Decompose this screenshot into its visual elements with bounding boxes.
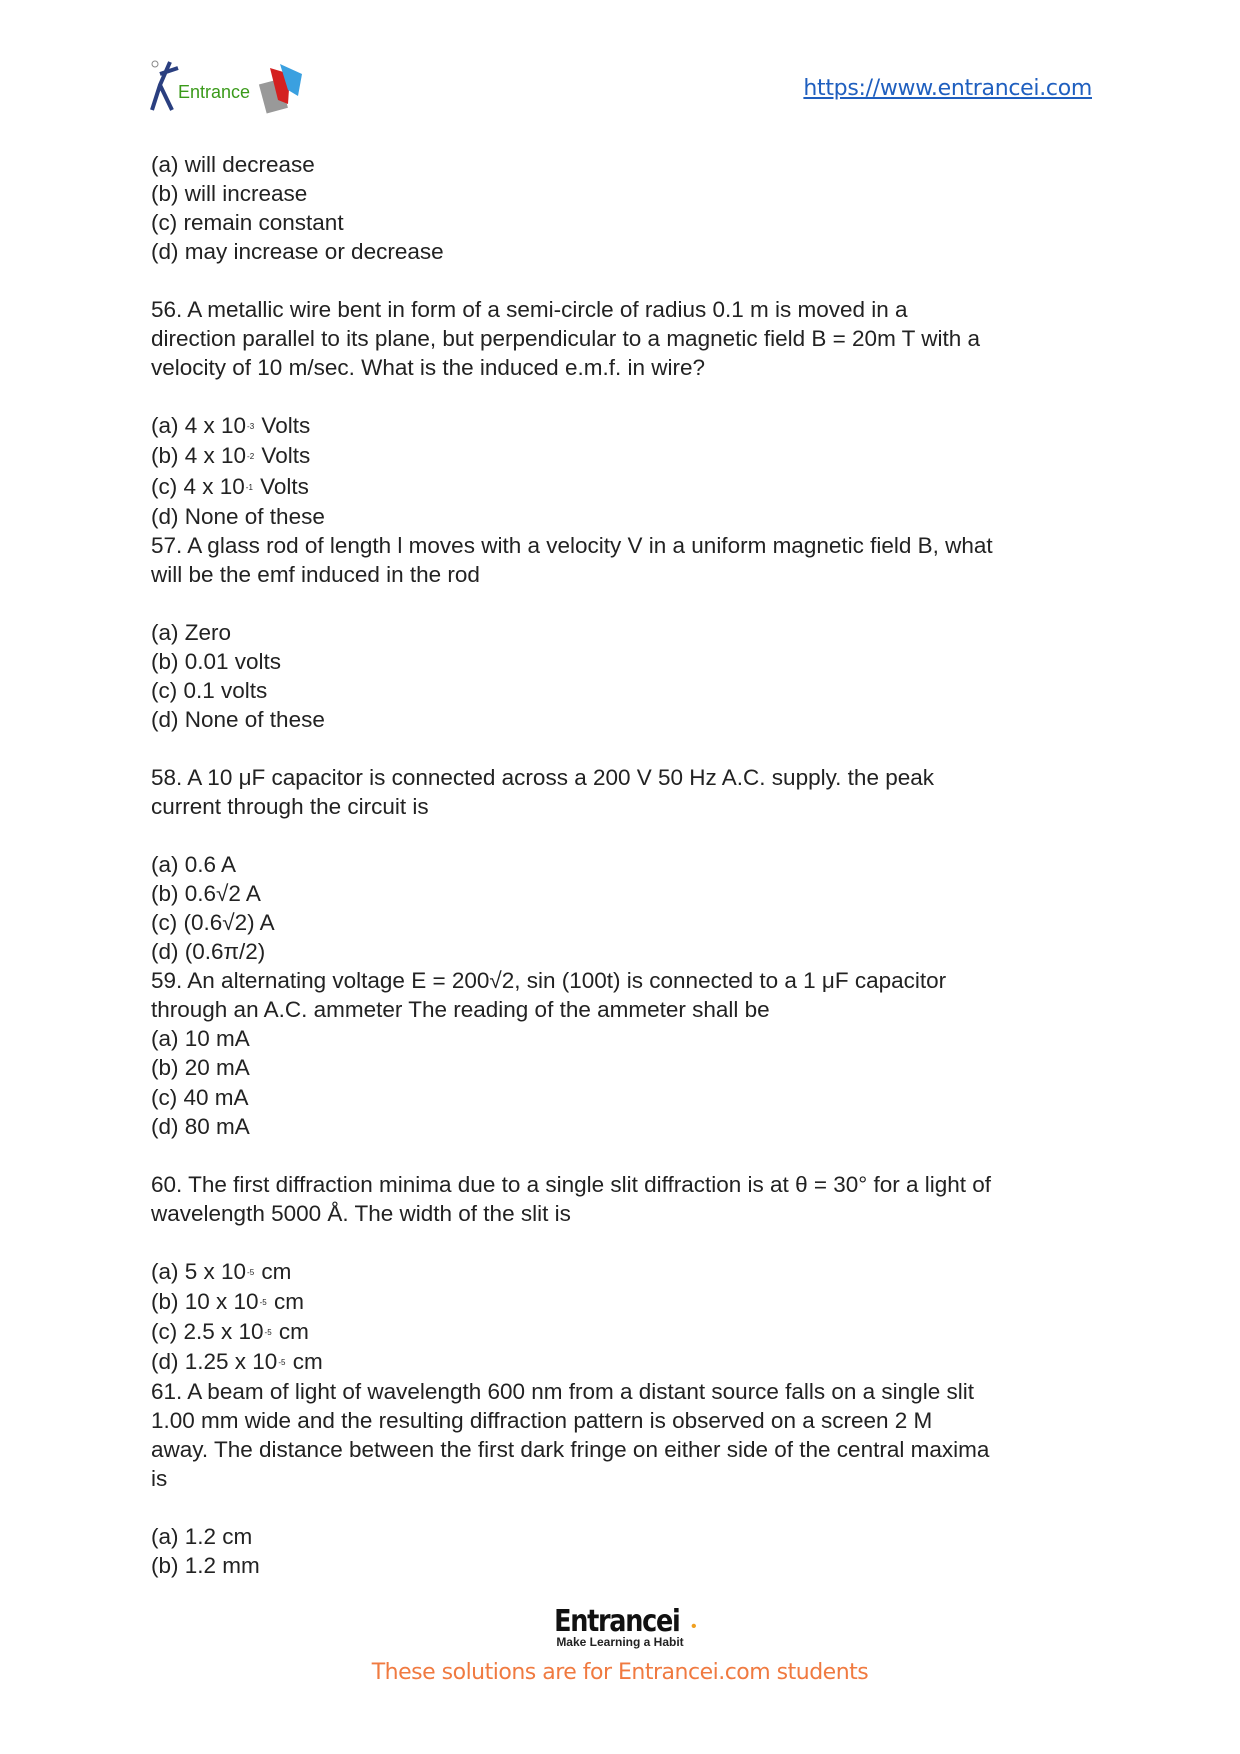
- exponent: -5: [259, 1297, 267, 1307]
- line-text: (a) 1.2 cm: [151, 1524, 253, 1550]
- line-text: (d) 1.25 x 10: [151, 1348, 278, 1374]
- question-content: [151, 150, 1111, 1580]
- line-text: (d) (0.6π/2): [151, 939, 266, 965]
- text-line: [151, 734, 1111, 763]
- line-text: current through the circuit is: [151, 794, 429, 820]
- text-line: [151, 382, 1111, 411]
- text-line: [151, 1551, 1111, 1580]
- line-text: (b) 4 x 10: [151, 443, 247, 469]
- line-text: 58. A 10 μF capacitor is connected across a 200 V 50 Hz A.C. supply. the peak: [151, 764, 934, 790]
- line-text: (c) 40 mA: [151, 1084, 249, 1110]
- text-line: [151, 1317, 1111, 1347]
- unit-text: cm: [272, 1318, 309, 1344]
- line-text: velocity of 10 m/sec. What is the induced e.m.f. in wire?: [151, 355, 705, 381]
- line-text: (b) will increase: [151, 181, 308, 207]
- line-text: (a) 4 x 10: [151, 413, 247, 439]
- line-text: (b) 0.6√2 A: [151, 881, 261, 907]
- line-text: (a) 10 mA: [151, 1026, 250, 1052]
- exponent: -2: [247, 452, 255, 462]
- text-line: [151, 150, 1111, 179]
- text-line: [151, 208, 1111, 237]
- footer-tagline: Make Learning a Habit: [556, 1635, 684, 1649]
- text-line: [151, 647, 1111, 676]
- text-line: [151, 1199, 1111, 1228]
- text-line: [151, 850, 1111, 879]
- text-line: [151, 1377, 1111, 1406]
- text-line: [151, 1522, 1111, 1551]
- text-line: [151, 179, 1111, 208]
- exponent: -5: [278, 1357, 286, 1367]
- text-line: [151, 792, 1111, 821]
- text-line: [151, 879, 1111, 908]
- line-text: is: [151, 1466, 168, 1492]
- text-line: [151, 1493, 1111, 1522]
- text-line: [151, 763, 1111, 792]
- footer-note: These solutions are for Entrancei.com students: [371, 1660, 869, 1685]
- line-text: direction parallel to its plane, but perpendicular to a magnetic field B = 20m T with a: [151, 326, 981, 352]
- text-line: [151, 1347, 1111, 1377]
- line-text: 61. A beam of light of wavelength 600 nm from a distant source falls on a single slit: [151, 1378, 974, 1404]
- text-line: [151, 1257, 1111, 1287]
- text-line: [151, 995, 1111, 1024]
- line-text: (b) 0.01 volts: [151, 648, 282, 674]
- line-text: (a) Zero: [151, 619, 232, 645]
- text-line: [151, 821, 1111, 850]
- line-text: (c) 4 x 10: [151, 473, 245, 499]
- line-text: (c) 0.1 volts: [151, 677, 268, 703]
- line-text: will be the emf induced in the rod: [151, 561, 480, 587]
- line-text: through an A.C. ammeter The reading of the ammeter shall be: [151, 997, 770, 1023]
- text-line: [151, 1464, 1111, 1493]
- exponent: -3: [247, 422, 255, 432]
- text-line: [151, 531, 1111, 560]
- text-line: [151, 1141, 1111, 1170]
- footer-brand: Entrancei: [554, 1604, 680, 1639]
- text-line: [151, 937, 1111, 966]
- text-line: [151, 237, 1111, 266]
- text-line: [151, 1406, 1111, 1435]
- line-text: (d) None of these: [151, 706, 325, 732]
- text-line: [151, 1228, 1111, 1257]
- line-text: (a) 5 x 10: [151, 1258, 247, 1284]
- line-text: (a) will decrease: [151, 152, 315, 177]
- text-line: [151, 705, 1111, 734]
- text-line: [151, 441, 1111, 471]
- text-line: [151, 1112, 1111, 1141]
- text-line: [151, 295, 1111, 324]
- unit-text: cm: [267, 1288, 304, 1314]
- line-text: (d) may increase or decrease: [151, 239, 444, 265]
- line-text: (a) 0.6 A: [151, 852, 237, 878]
- logo-text: Entrance: [178, 82, 251, 102]
- text-line: [151, 560, 1111, 589]
- text-line: [151, 502, 1111, 531]
- text-line: [151, 1083, 1111, 1112]
- line-text: 59. An alternating voltage E = 200√2, sin (100t) is connected to a 1 μF capacitor: [151, 968, 947, 994]
- text-line: [151, 472, 1111, 502]
- text-line: [151, 1287, 1111, 1317]
- line-text: 1.00 mm wide and the resulting diffraction pattern is observed on a screen 2 M: [151, 1408, 933, 1434]
- text-line: [151, 966, 1111, 995]
- text-line: [151, 618, 1111, 647]
- unit-text: cm: [255, 1258, 292, 1284]
- text-line: [151, 1170, 1111, 1199]
- text-line: [151, 676, 1111, 705]
- exponent: -5: [264, 1327, 272, 1337]
- text-line: [151, 411, 1111, 441]
- text-line: [151, 1435, 1111, 1464]
- line-text: 56. A metallic wire bent in form of a semi-circle of radius 0.1 m is moved in a: [151, 297, 908, 323]
- brand-dot-icon: •: [690, 1618, 697, 1635]
- line-text: (d) 80 mA: [151, 1113, 250, 1139]
- line-text: (c) 2.5 x 10: [151, 1318, 264, 1344]
- line-text: (c) remain constant: [151, 210, 344, 236]
- exponent: -5: [247, 1267, 255, 1277]
- unit-text: cm: [286, 1348, 323, 1374]
- unit-text: Volts: [255, 443, 311, 469]
- footer-logo: [0, 1604, 1240, 1649]
- text-line: [151, 1053, 1111, 1082]
- line-text: (c) (0.6√2) A: [151, 910, 275, 936]
- line-text: away. The distance between the first dark fringe on either side of the central maxima: [151, 1437, 990, 1463]
- exponent: -1: [245, 482, 253, 492]
- line-text: (d) None of these: [151, 503, 325, 529]
- line-text: (b) 1.2 mm: [151, 1553, 260, 1579]
- text-line: [151, 353, 1111, 382]
- line-text: wavelength 5000 Å. The width of the slit is: [151, 1200, 571, 1226]
- line-text: 60. The first diffraction minima due to a single slit diffraction is at θ = 30° for a light of: [151, 1171, 992, 1197]
- entrance-logo: [150, 60, 305, 122]
- text-line: [151, 266, 1111, 295]
- line-text: (b) 10 x 10: [151, 1288, 259, 1314]
- text-line: [151, 324, 1111, 353]
- unit-text: Volts: [253, 473, 309, 499]
- unit-text: Volts: [255, 413, 311, 439]
- site-link[interactable]: https://www.entrancei.com: [803, 76, 1092, 101]
- line-text: (b) 20 mA: [151, 1055, 250, 1081]
- line-text: 57. A glass rod of length l moves with a velocity V in a uniform magnetic field B, what: [151, 532, 993, 558]
- text-line: [151, 1024, 1111, 1053]
- text-line: [151, 589, 1111, 618]
- text-line: [151, 908, 1111, 937]
